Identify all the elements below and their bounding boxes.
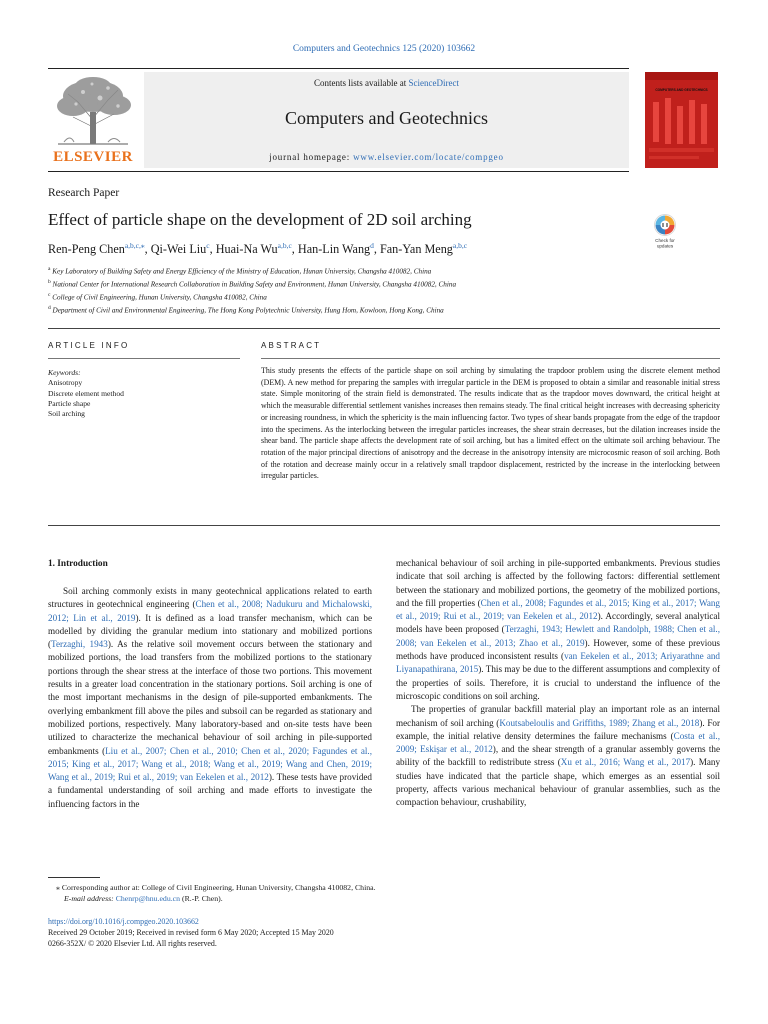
citation-link[interactable]: Xu et al., 2016; Wang et al., 2017 — [560, 757, 691, 768]
journal-cover-image[interactable] — [645, 72, 718, 168]
affiliation-mark: c — [48, 291, 51, 298]
affiliation-line: $^c$ College of Civil Engineering, Hunan University, Changsha 410082, China — [48, 291, 267, 302]
affiliation-line: $^d$ Department of Civil and Environmental Engineering, The Hong Kong Polytechnic University, Hung Hom, Kowloon, Hong Kong, China — [48, 304, 444, 315]
affiliation-mark: d — [48, 304, 51, 311]
check-for-updates-icon[interactable] — [648, 213, 682, 251]
body-column-left — [48, 585, 372, 811]
author-name[interactable]: Qi-Wei Liu — [150, 242, 207, 257]
citation-link[interactable]: Chen et al., 2008; Nadukuru and Michalowski, 2012; Lin et al., 2019 — [48, 599, 372, 623]
author-name[interactable]: Han-Lin Wang — [297, 242, 371, 257]
author-name[interactable]: Huai-Na Wu — [215, 242, 278, 257]
author-name[interactable]: Ren-Peng Chen — [48, 242, 125, 257]
corresponding-author-note: ⁎ Corresponding author at: College of Civil Engineering, Hunan University, Changsha 410082, China. — [56, 883, 376, 892]
doi-block — [48, 916, 720, 950]
section-heading-introduction: 1. Introduction — [48, 559, 108, 569]
crossmark-label-2: updates — [656, 243, 674, 249]
affiliation-line: $^b$ National Center for International Research Collaboration in Building Safety and Environment, Hunan University, Changsha 410082, China — [48, 278, 457, 289]
abstract-heading: ABSTRACT — [261, 341, 322, 350]
author-name[interactable]: Fan-Yan Meng — [379, 242, 453, 257]
keyword-item: Discrete element method — [48, 388, 124, 398]
keywords-label: Keywords: — [48, 368, 81, 377]
contents-line — [144, 78, 629, 88]
article-info-heading: ARTICLE INFO — [48, 341, 130, 350]
journal-homepage — [144, 152, 629, 162]
header-divider — [48, 328, 720, 329]
email-line — [48, 893, 720, 904]
abstract-text: This study presents the effects of the particle shape on soil arching by simulating the trapdoor problem using the discrete element method (DEM). A new method for preparing the samples with irregular particle in the DEM is proposed to obtain a similar and reasonable initial stress state. Simple monitoring of the strain field is demonstrated. The results indicate that as the trapdoor moves downward, the critical height at which the measurable differential settlement vanishes increases then remains steady. The final critical height increases with decreasing sphericity or increasing roundness, in which the sphericity is the main influencing factor. Two types of shear bands propagate from the edge of the trapdoor into the specimens. As the interlocking between the irregular particles increases, the shear strain decreases, but the dilation increases inside the shear band. The particle shape affects the development rate of soil arching, but has a limited effect on the ultimate soil arching behaviour. The rotation of the major principal directions of anisotropy and the decrease in the anisotropy intensity are microcosmic reason of soil arching. Both of the rotation and decrease mainly occur in a relatively small trapdoor displacement, restricted by the increase in the interlocking between irregular particles. — [261, 366, 720, 481]
paragraph: Soil arching commonly exists in many geotechnical applications related to earth structures in geotechnical engineering (Chen et al., 2008; Nadukuru and Michalowski, 2012; Lin et al., 2019). It is defined as a load transfer mechanism, which can be modelled by dividing the granular medium into stationary and mobilized portions (Terzaghi, 1943). As the relative soil movement occurs between the stationary and mobilized portions, the load transfers from the mobilized portions to the stationary portions through the shear stress at the interface of those two portions. This movement results in a greater load concentration in the stationary portions. Soil arching is one of the most important mechanisms in the design of pile-supported embankments. The overlying embankment fill above the piles and subsoil can be regarded as stationary and mobilized portions, respectively. Many laboratory-based and on-site tests have been utilized to characterize the mechanical behaviour of soil arching in pile-supported embankments (Liu et al., 2007; Chen et al., 2010; Chen et al., 2020; Fagundes et al., 2015; King et al., 2017; Wang et al., 2018; Wang et al., 2019; Wang and Chen, 2019; Wang et al., 2019; Rui et al., 2019; van Eekelen et al., 2012). These tests have provided a fundamental understanding of soil arching and made efforts to investigate the influencing factors in the — [48, 586, 372, 809]
journal-reference[interactable]: Computers and Geotechnics 125 (2020) 103662 — [292, 44, 476, 54]
citation-link[interactable]: Costa et al., 2009; Eskişar et al., 2012 — [396, 730, 720, 755]
citation-link[interactable]: Terzaghi, 1943; Hewlett and Randolph, 1988; Chen et al., 2008; van Eekelen et al., 2013; Zhao et al., 2019 — [396, 624, 720, 648]
author-affiliation-marks[interactable]: d — [370, 241, 374, 250]
footnote-rule — [48, 877, 100, 878]
homepage-link[interactable]: www.elsevier.com/locate/compgeo — [353, 152, 504, 162]
citation-link[interactable]: Chen et al., 2008; Fagundes et al., 2015; King et al., 2017; Wang et al., 2019; Rui et al., 2019; van Eekelen et al., 2012 — [396, 597, 720, 622]
paragraph: The properties of granular backfill material play an important role as an internal mechanism of soil arching (Koutsabeloulis and Griffiths, 1989; Zhang et al., 2018). For example, the initial relative density determines the failure mechanisms (Costa et al., 2009; Eskişar et al., 2012), and the shear strength of a granular assembly governs the ability of the backfill to redistribute stress (Xu et al., 2016; Wang et al., 2017). Many studies have indicated that the particle shape, which emerges as an essential soil property, affects various mechanical behaviour of granular assemblies, such as the compaction behaviour, crushability, — [396, 704, 721, 808]
masthead-top-rule — [48, 68, 629, 69]
article-title: Effect of particle shape on the development of 2D soil arching — [48, 210, 472, 229]
article-info-rule — [48, 358, 240, 359]
crossmark-label-1: Check for — [655, 238, 675, 243]
citation-link[interactable]: Koutsabeloulis and Griffiths, 1989; Zhang et al., 2018 — [499, 717, 700, 728]
author-affiliation-marks[interactable]: a,b,c,⁎ — [124, 241, 145, 250]
keywords-block — [48, 368, 238, 419]
author-affiliation-marks[interactable]: a,b,c — [277, 241, 292, 250]
abstract-end-rule — [48, 525, 720, 526]
affiliation-mark: b — [48, 278, 51, 285]
elsevier-wordmark: ELSEVIER — [53, 149, 133, 165]
journal-name: Computers and Geotechnics — [285, 108, 488, 128]
footnote — [48, 882, 720, 905]
paragraph: mechanical behaviour of soil arching in pile-supported embankments. Previous studies indicate that soil arching is affected by the following factors: differential settlement between the stationary and mobilized portions, the geometry of the mobilized portions, and the fill properties (Chen et al., 2008; Fagundes et al., 2015; King et al., 2017; Wang et al., 2019; Rui et al., 2019; van Eekelen et al., 2012). Accordingly, several analytical models have been proposed (Terzaghi, 1943; Hewlett and Randolph, 1988; Chen et al., 2008; van Eekelen et al., 2013; Zhao et al., 2019). However, some of these previous methods have produced inconsistent results (van Eekelen et al., 2013; Ariyarathne and Liyanapathirana, 2015). This may be due to the different assumptions and complexity of the properties of soils. Therefore, it is crucial to understand the influence of the microscopic conditions on soil arching. — [396, 558, 721, 701]
author-list: Ren-Peng Chen$^{a,b,c,⁎}$, Qi-Wei Liu$^c$, Huai-Na Wu$^{a,b,c}$, Han-Lin Wang$^d$, Fan-Yan Meng$^{a,b,c}$ — [48, 241, 468, 257]
masthead-bottom-rule — [48, 171, 629, 172]
received-dates: Received 29 October 2019; Received in revised form 6 May 2020; Accepted 15 May 2020 — [48, 928, 334, 938]
citation-link[interactable]: Liu et al., 2007; Chen et al., 2010; Chen et al., 2020; Fagundes et al., 2015; King et al., 2017; Wang et al., 2018; Wang et al., 2019; Wang and Chen, 2019; Wang et al., 2019; Rui et al., 2019; van Eekelen et al., 2012 — [48, 745, 372, 783]
article-type: Research Paper — [48, 187, 120, 199]
sciencedirect-link[interactable]: ScienceDirect — [408, 78, 459, 88]
citation-link[interactable]: Terzaghi, 1943 — [51, 639, 108, 650]
contents-prefix: Contents lists available at — [314, 78, 409, 88]
affiliations — [48, 264, 728, 316]
copyright-line: 0266-352X/ © 2020 Elsevier Ltd. All rights reserved. — [48, 939, 217, 949]
email-link[interactable]: Chenrp@hnu.edu.cn — [115, 894, 181, 904]
doi-link[interactable]: https://doi.org/10.1016/j.compgeo.2020.103662 — [48, 917, 199, 926]
email-label: E-mail address: — [64, 894, 116, 904]
email-suffix: (R.-P. Chen). — [180, 894, 223, 904]
keyword-item: Anisotropy — [48, 378, 83, 388]
abstract-rule — [261, 358, 720, 359]
author-affiliation-marks[interactable]: c — [206, 241, 210, 250]
author-affiliation-marks[interactable]: a,b,c — [452, 241, 468, 250]
affiliation-line: $^a$ Key Laboratory of Building Safety and Energy Efficiency of the Ministry of Education, Hunan University, Changsha 410082, China — [48, 266, 432, 276]
body-column-right — [396, 557, 720, 810]
keyword-item: Particle shape — [48, 398, 91, 408]
affiliation-mark: a — [48, 266, 51, 272]
homepage-label: journal homepage: — [269, 152, 354, 162]
keyword-item: Soil arching — [48, 409, 85, 419]
svg-text:COMPUTERS AND GEOTECHNICS: COMPUTERS AND GEOTECHNICS — [655, 88, 708, 92]
citation-link[interactable]: van Eekelen et al., 2013; Ariyarathne and Liyanapathirana, 2015 — [396, 651, 720, 675]
